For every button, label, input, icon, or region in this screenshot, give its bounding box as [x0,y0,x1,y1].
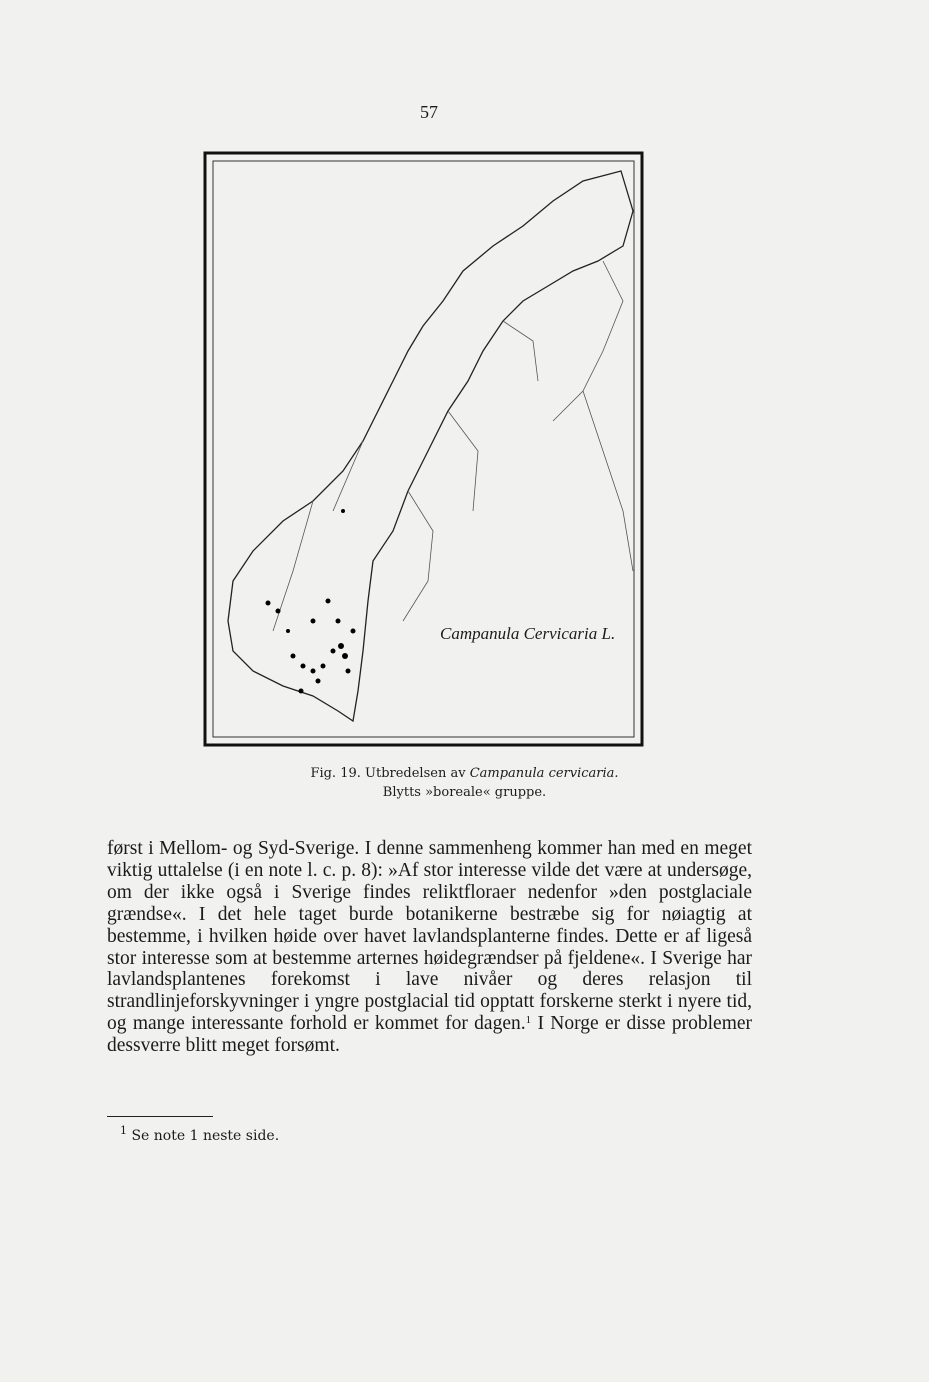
distribution-map [203,151,644,747]
footnote [120,1124,280,1144]
occurrence-dots [266,509,356,694]
footnote-marker: 1 [120,1124,127,1137]
footnote-reference: 1 [525,1014,532,1027]
page-number: 57 [420,102,438,122]
caption-species: Campanula cervicaria. [469,766,619,781]
caption-text: Fig. 19. Utbredelsen av [310,766,470,781]
body-text: først i Mellom- og Syd-Sverige. I denne sammenheng kommer han med en meget viktig uttalelse (i en note l. c. p. 8): »Af stor interesse vilde det være at undersøge, om der ikke også i Sverige findes reliktfloraer nedenfor »den postglaciale grændse«. I det hele taget burde botanikerne bestræbe sig for nøiagtig at bestemme, i hvilken høide over havet lavlandsplanterne findes. Dette er af ligeså stor interesse som at bestemme arternes høidegrændser på fjeldene«. I Sverige har lavlandsplantenes forekomst i lave nivåer og deres relasjon til strandlinjeforskyvninger i yngre postglacial tid opptatt forskerne sterkt i nyere tid, og mange interessante forhold er kommet for dagen. [107,838,752,1035]
map-label: Campanula Cervicaria L. [440,624,616,643]
footnote-divider [107,1116,213,1117]
map-frame [205,153,642,745]
figure-caption-line2: Blytts »boreale« gruppe. [382,785,547,800]
body-text-end: I Norge er disse problemer dessverre blitt meget forsømt. [107,1013,753,1057]
body-paragraph [107,838,752,1057]
figure-caption-line1 [0,766,929,781]
footnote-text: Se note 1 neste side. [131,1128,280,1144]
